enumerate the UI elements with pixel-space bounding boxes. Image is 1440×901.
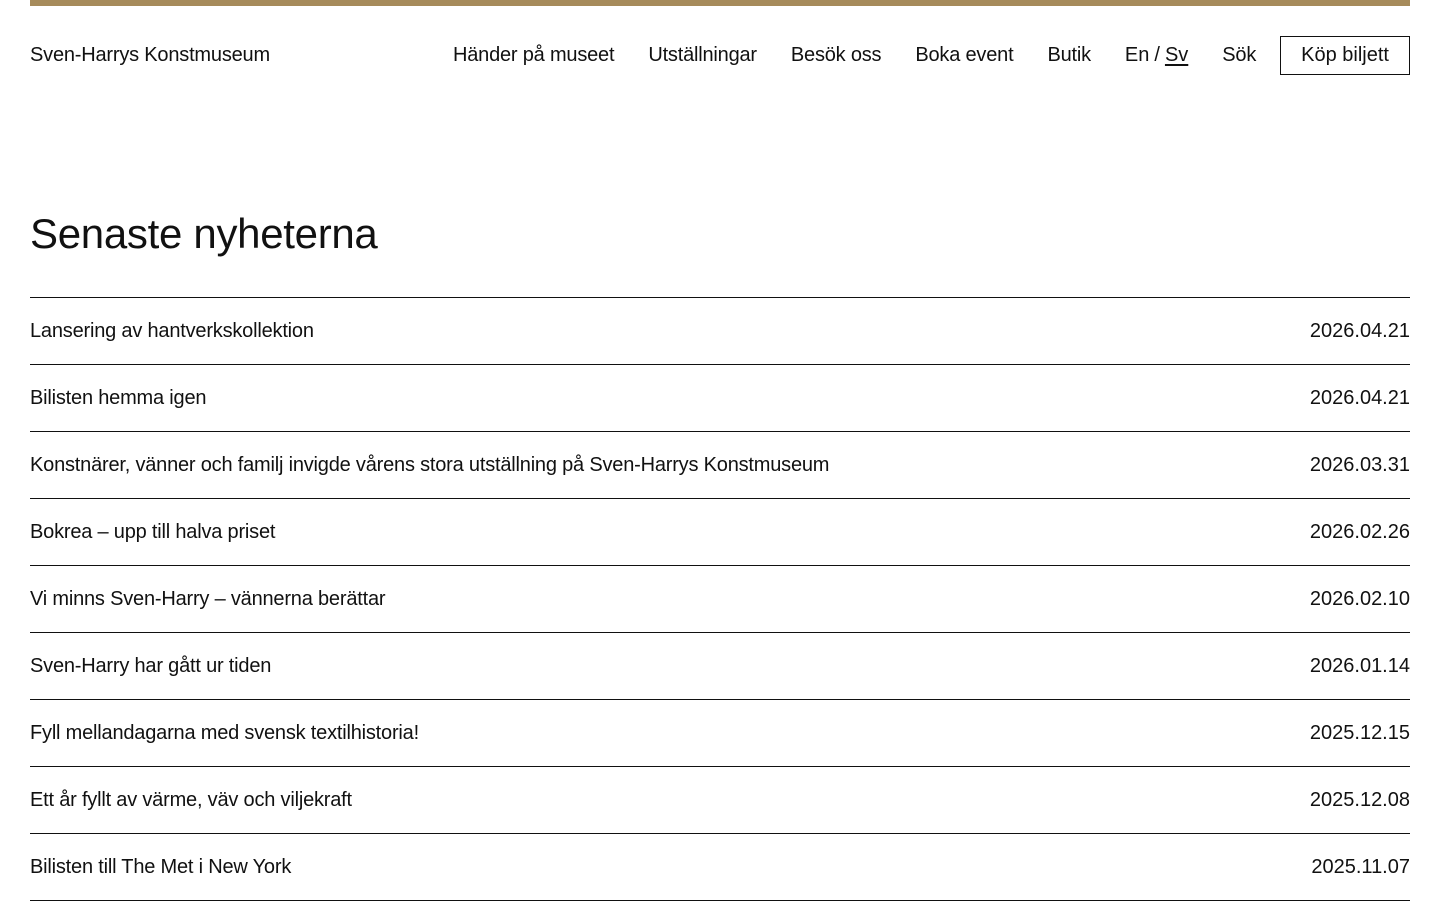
lang-separator: / (1154, 44, 1160, 66)
news-row[interactable] (30, 566, 1410, 633)
news-title[interactable]: Lansering av hantverkskollektion (30, 319, 314, 342)
news-title[interactable]: Sven-Harry har gått ur tiden (30, 654, 272, 677)
news-date: 2026.03.31 (1309, 453, 1410, 476)
news-row[interactable] (30, 432, 1410, 499)
main-nav (419, 36, 1410, 75)
nav-item-happenings[interactable]: Händer på museet (452, 44, 615, 66)
nav-item-book-event[interactable]: Boka event (915, 44, 1014, 66)
site-logo-link[interactable]: Sven-Harrys Konstmuseum (30, 44, 270, 66)
news-row[interactable] (30, 633, 1410, 700)
news-title[interactable]: Ett år fyllt av värme, väv och viljekraft (30, 788, 352, 811)
news-date: 2026.02.26 (1309, 520, 1410, 543)
nav-item-visit[interactable]: Besök oss (790, 44, 882, 66)
news-date: 2025.11.07 (1311, 855, 1410, 878)
news-row[interactable] (30, 298, 1410, 365)
news-title[interactable]: Bilisten till The Met i New York (30, 855, 292, 878)
news-title[interactable]: Fyll mellandagarna med svensk textilhistoria! (30, 721, 419, 744)
news-date: 2026.01.14 (1309, 654, 1410, 677)
news-date: 2025.12.08 (1309, 788, 1410, 811)
news-date: 2025.12.15 (1309, 721, 1410, 744)
language-switcher (1125, 44, 1188, 67)
nav-item-exhibitions[interactable]: Utställningar (648, 44, 757, 66)
lang-sv-link[interactable]: Sv (1164, 44, 1189, 66)
page-title: Senaste nyheterna (30, 210, 378, 257)
news-title[interactable]: Konstnärer, vänner och familj invigde vårens stora utställning på Sven-Harrys Konstmuseum (30, 453, 830, 476)
buy-ticket-button[interactable]: Köp biljett (1280, 36, 1410, 75)
nav-item-shop[interactable]: Butik (1047, 44, 1091, 66)
news-row[interactable] (30, 499, 1410, 566)
news-date: 2026.04.21 (1309, 386, 1410, 409)
news-list (30, 297, 1410, 901)
lang-en-link[interactable]: En (1124, 44, 1150, 66)
news-row[interactable] (30, 834, 1410, 901)
news-date: 2026.04.21 (1309, 319, 1410, 342)
news-title[interactable]: Bilisten hemma igen (30, 386, 207, 409)
search-link[interactable]: Sök (1222, 44, 1257, 66)
news-row[interactable] (30, 767, 1410, 834)
news-title[interactable]: Bokrea – upp till halva priset (30, 520, 276, 543)
news-title[interactable]: Vi minns Sven-Harry – vännerna berättar (30, 587, 386, 610)
news-row[interactable] (30, 700, 1410, 767)
news-row[interactable] (30, 365, 1410, 432)
top-accent-bar (30, 0, 1410, 6)
news-date: 2026.02.10 (1309, 587, 1410, 610)
site-header (30, 36, 1410, 75)
